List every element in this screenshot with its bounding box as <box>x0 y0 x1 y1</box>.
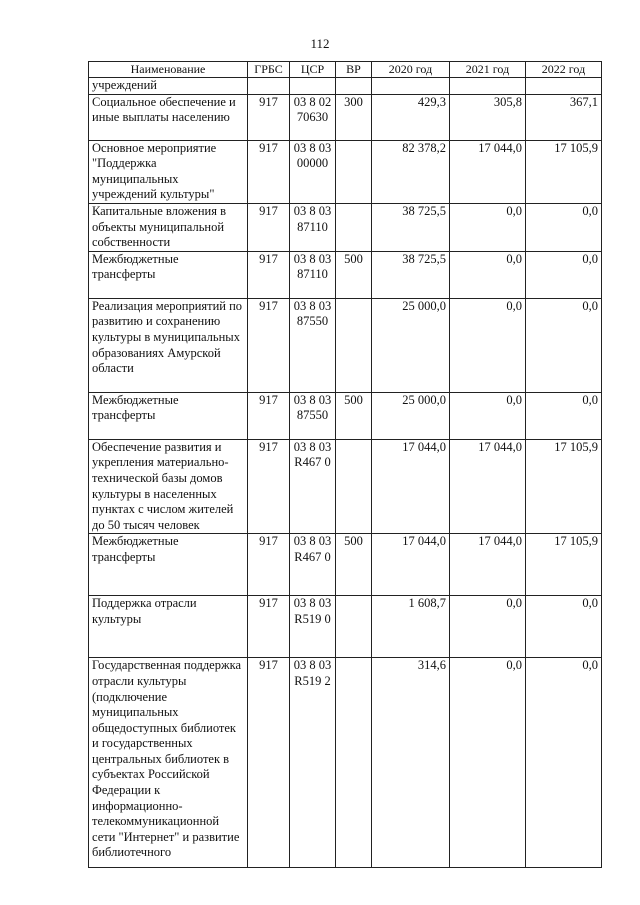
cell-vr <box>336 78 372 95</box>
cell-2022: 0,0 <box>526 203 602 251</box>
cell-2020: 25 000,0 <box>372 298 450 392</box>
page-number: 112 <box>310 36 330 51</box>
cell-2022: 0,0 <box>526 251 602 298</box>
cell-name: Межбюджетные трансферты <box>89 392 248 439</box>
cell-grbs: 917 <box>248 94 290 140</box>
cell-2021: 0,0 <box>450 298 526 392</box>
header-2020: 2020 год <box>372 62 450 78</box>
header-2021: 2021 год <box>450 62 526 78</box>
cell-name: Межбюджетные трансферты <box>89 534 248 596</box>
table-row <box>89 298 602 392</box>
cell-name: учреждений <box>89 78 248 95</box>
table-row <box>89 392 602 439</box>
cell-csr: 03 8 02 70630 <box>290 94 336 140</box>
cell-2021: 0,0 <box>450 392 526 439</box>
cell-vr <box>336 439 372 534</box>
cell-csr <box>290 78 336 95</box>
cell-csr: 03 8 03 87550 <box>290 298 336 392</box>
table-row <box>89 94 602 140</box>
cell-name: Поддержка отрасли культуры <box>89 596 248 658</box>
cell-2022: 17 105,9 <box>526 439 602 534</box>
cell-2020 <box>372 78 450 95</box>
cell-vr: 300 <box>336 94 372 140</box>
cell-csr: 03 8 03 R519 2 <box>290 658 336 868</box>
cell-vr <box>336 658 372 868</box>
cell-2022: 17 105,9 <box>526 534 602 596</box>
cell-name: Реализация мероприятий по развитию и сохранению культуры в муниципальных образованиях Амурской области <box>89 298 248 392</box>
cell-2021: 17 044,0 <box>450 439 526 534</box>
cell-2021: 0,0 <box>450 658 526 868</box>
cell-2021: 17 044,0 <box>450 534 526 596</box>
cell-2021: 0,0 <box>450 203 526 251</box>
table-row <box>89 658 602 868</box>
table-header-row <box>89 62 602 78</box>
cell-vr <box>336 298 372 392</box>
cell-2022 <box>526 78 602 95</box>
cell-grbs: 917 <box>248 140 290 203</box>
cell-vr: 500 <box>336 251 372 298</box>
cell-2020: 17 044,0 <box>372 534 450 596</box>
cell-grbs: 917 <box>248 596 290 658</box>
cell-grbs: 917 <box>248 298 290 392</box>
table-row <box>89 251 602 298</box>
table-row <box>89 78 602 95</box>
cell-grbs: 917 <box>248 534 290 596</box>
cell-name: Государственная поддержка отрасли культуры (подключение муниципальных общедоступных библиотек и государственных центральных библиотек в субъектах Российской Федерации к информационно-телекоммуникационной сети "Интернет" и развитие библиотечного <box>89 658 248 868</box>
cell-csr: 03 8 03 00000 <box>290 140 336 203</box>
cell-name: Обеспечение развития и укрепления материально-технической базы домов культуры в населенных пунктах с числом жителей до 50 тысяч человек <box>89 439 248 534</box>
cell-csr: 03 8 03 R467 0 <box>290 439 336 534</box>
header-csr: ЦСР <box>290 62 336 78</box>
table-row <box>89 596 602 658</box>
cell-csr: 03 8 03 R467 0 <box>290 534 336 596</box>
cell-2020: 25 000,0 <box>372 392 450 439</box>
cell-grbs <box>248 78 290 95</box>
cell-2020: 429,3 <box>372 94 450 140</box>
cell-vr <box>336 140 372 203</box>
cell-csr: 03 8 03 87110 <box>290 203 336 251</box>
table-row <box>89 203 602 251</box>
header-grbs: ГРБС <box>248 62 290 78</box>
cell-vr: 500 <box>336 534 372 596</box>
table-row <box>89 140 602 203</box>
table-row <box>89 439 602 534</box>
cell-2022: 0,0 <box>526 596 602 658</box>
cell-2022: 0,0 <box>526 392 602 439</box>
cell-name: Межбюджетные трансферты <box>89 251 248 298</box>
cell-2020: 38 725,5 <box>372 251 450 298</box>
table-row <box>89 534 602 596</box>
cell-grbs: 917 <box>248 439 290 534</box>
cell-2021 <box>450 78 526 95</box>
cell-name: Капитальные вложения в объекты муниципальной собственности <box>89 203 248 251</box>
cell-2022: 0,0 <box>526 658 602 868</box>
cell-grbs: 917 <box>248 658 290 868</box>
budget-table <box>88 61 602 868</box>
cell-2020: 17 044,0 <box>372 439 450 534</box>
cell-vr: 500 <box>336 392 372 439</box>
cell-grbs: 917 <box>248 203 290 251</box>
cell-name: Основное мероприятие "Поддержка муниципальных учреждений культуры" <box>89 140 248 203</box>
cell-vr <box>336 596 372 658</box>
cell-name: Социальное обеспечение и иные выплаты населению <box>89 94 248 140</box>
cell-2022: 17 105,9 <box>526 140 602 203</box>
cell-2020: 314,6 <box>372 658 450 868</box>
cell-2020: 38 725,5 <box>372 203 450 251</box>
cell-2022: 367,1 <box>526 94 602 140</box>
cell-grbs: 917 <box>248 392 290 439</box>
cell-2020: 82 378,2 <box>372 140 450 203</box>
header-2022: 2022 год <box>526 62 602 78</box>
cell-csr: 03 8 03 87550 <box>290 392 336 439</box>
cell-2021: 305,8 <box>450 94 526 140</box>
cell-2021: 0,0 <box>450 596 526 658</box>
cell-csr: 03 8 03 87110 <box>290 251 336 298</box>
cell-2020: 1 608,7 <box>372 596 450 658</box>
header-name: Наименование <box>89 62 248 78</box>
cell-csr: 03 8 03 R519 0 <box>290 596 336 658</box>
header-vr: ВР <box>336 62 372 78</box>
cell-2021: 0,0 <box>450 251 526 298</box>
cell-vr <box>336 203 372 251</box>
cell-grbs: 917 <box>248 251 290 298</box>
cell-2021: 17 044,0 <box>450 140 526 203</box>
cell-2022: 0,0 <box>526 298 602 392</box>
